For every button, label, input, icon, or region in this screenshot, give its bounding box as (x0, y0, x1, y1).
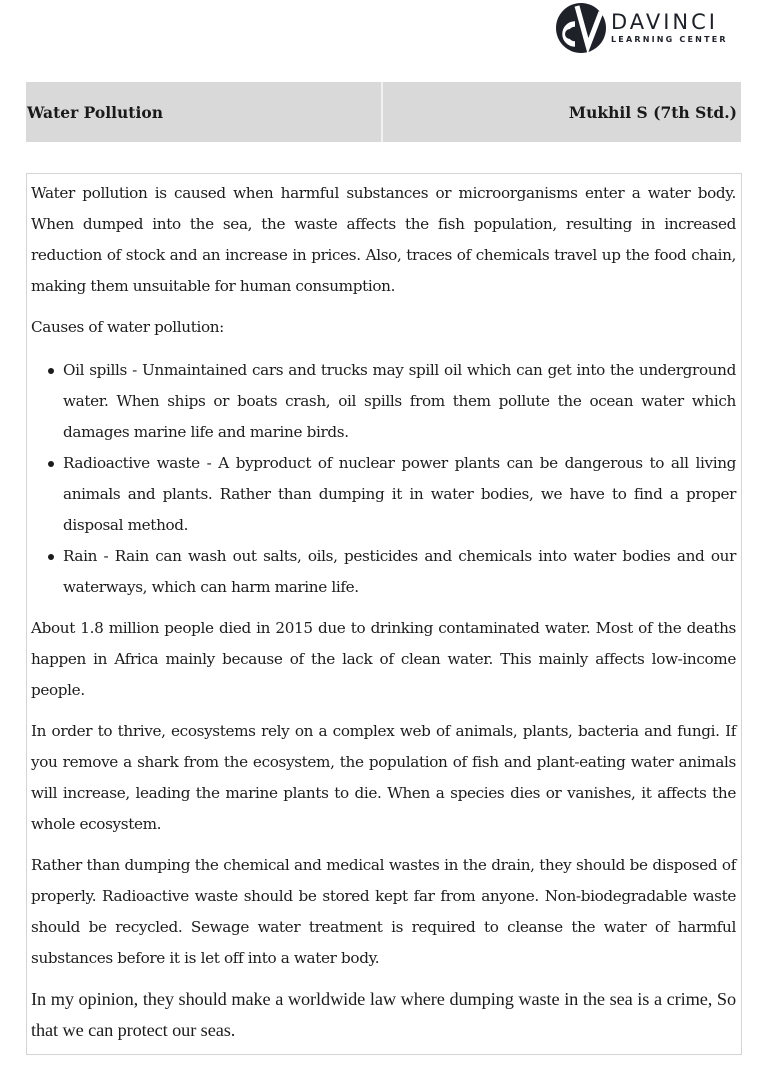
intro-paragraph: Water pollution is caused when harmful substances or microorganisms enter a water body. When dumped into the sea, the waste affects the fish population, resulting in increased reduction of stock and an increase in prices. Also, traces of chemicals travel up the food chain, making them unsuitable for human consumption. (31, 184, 736, 295)
bullet-icon (48, 461, 54, 467)
logo-name: DAVINCI (611, 10, 718, 34)
opinion-paragraph: In my opinion, they should make a worldwide law where dumping waste in the sea is a crime, So that we can protect our seas. (31, 989, 736, 1040)
logo-subtitle: LEARNING CENTER (611, 35, 728, 44)
list-item (31, 541, 736, 603)
cause-oil-spills: Oil spills - Unmaintained cars and trucks may spill oil which can get into the underground water. When ships or boats crash, oil spills from them pollute the ocean water which damages marine life and marine birds. (63, 361, 736, 441)
causes-heading: Causes of water pollution: (31, 318, 224, 336)
ecosystem-paragraph: In order to thrive, ecosystems rely on a complex web of animals, plants, bacteria and fungi. If you remove a shark from the ecosystem, the population of fish and plant-eating water animals will increase, leading the marine plants to die. When a species dies or vanishes, it affects the whole ecosystem. (31, 722, 736, 833)
header-table (26, 82, 741, 142)
bullet-icon (48, 554, 54, 560)
solutions-paragraph: Rather than dumping the chemical and medical wastes in the drain, they should be disposed of properly. Radioactive waste should be stored kept far from anyone. Non-biodegradable waste should be recycled. Sewage water treatment is required to cleanse the water of harmful substances before it is let off into a water body. (31, 856, 736, 967)
cause-radioactive-waste: Radioactive waste - A byproduct of nuclear power plants can be dangerous to all living animals and plants. Rather than dumping it in water bodies, we have to find a proper disposal method. (63, 454, 736, 534)
list-item (31, 448, 736, 541)
document-title: Water Pollution (26, 82, 383, 142)
cause-rain: Rain - Rain can wash out salts, oils, pesticides and chemicals into water bodies and our waterways, which can harm marine life. (63, 547, 736, 596)
davinci-cv-logo-icon (555, 2, 607, 54)
logo-text (611, 11, 728, 45)
author-name: Mukhil S (7th Std.) (568, 102, 737, 122)
deaths-paragraph: About 1.8 million people died in 2015 due to drinking contaminated water. Most of the deaths happen in Africa mainly because of the lack of clean water. This mainly affects low-income people. (31, 619, 736, 699)
bullet-icon (48, 368, 54, 374)
list-item (31, 355, 736, 448)
causes-list (31, 355, 736, 603)
essay-content-box (26, 173, 742, 1055)
davinci-logo (555, 2, 745, 54)
